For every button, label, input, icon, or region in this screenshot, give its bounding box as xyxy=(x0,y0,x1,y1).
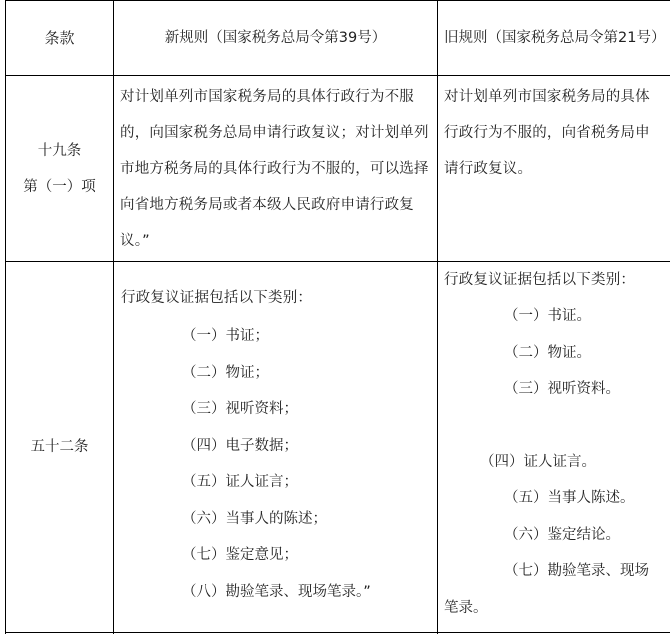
clause-line: 第（一）项 xyxy=(23,178,96,195)
grid-line xyxy=(113,0,114,634)
clause-52 xyxy=(6,262,113,632)
grid-line xyxy=(5,632,670,633)
list-item: （五）证人证言； xyxy=(182,474,298,490)
new-rule-52 xyxy=(121,280,433,610)
header-old-rule: 旧规则（国家税务总局令第21号） xyxy=(444,30,666,46)
list-item: （六）鉴定结论。 xyxy=(504,526,620,543)
old-rule-19 xyxy=(444,79,660,187)
list-item: （二）物证； xyxy=(182,364,269,381)
old-rule-text: 对计划单列市国家税务局的具体行政行为不服的，向省税务局申请行政复议。 xyxy=(444,89,650,177)
new-rule-intro: 行政复议证据包括以下类别： xyxy=(121,290,313,306)
grid-line xyxy=(437,0,438,634)
list-item: （三）视听资料； xyxy=(182,401,298,417)
list-item: （四）证人证言。 xyxy=(480,453,596,470)
list-item: （七）鉴定意见； xyxy=(182,547,298,563)
clause-line: 五十二条 xyxy=(30,439,89,455)
list-item: （七）勘验笔录、现场 xyxy=(504,563,649,579)
old-rule-52 xyxy=(444,262,668,626)
old-rule-intro: 行政复议证据包括以下类别： xyxy=(444,272,636,288)
old-rule-list xyxy=(444,298,668,626)
list-item: （三）视听资料。 xyxy=(504,381,620,397)
list-item: （一）书证。 xyxy=(504,308,591,324)
new-rule-list xyxy=(121,318,433,610)
clause-19 xyxy=(6,76,113,261)
list-item: 笔录。 xyxy=(444,599,488,616)
new-rule-19 xyxy=(120,79,432,259)
list-item: （五）当事人陈述。 xyxy=(504,490,635,506)
list-item: （八）勘验笔录、现场笔录。” xyxy=(182,583,371,600)
list-item: （一）书证； xyxy=(182,328,269,344)
list-item: （二）物证。 xyxy=(504,344,591,361)
header-new-rule: 新规则（国家税务总局令第39号） xyxy=(164,30,387,46)
list-item: （六）当事人的陈述； xyxy=(182,510,327,527)
clause-line: 十九条 xyxy=(37,142,82,159)
new-rule-text: 对计划单列市国家税务局的具体行政行为不服的，向国家税务总局申请行政复议；对计划单列市地方税务局的具体行政行为不服的，可以选择向省地方税务局或者本级人民政府申请行政复议。” xyxy=(120,89,429,249)
header-clause: 条款 xyxy=(44,29,75,47)
list-item: （四）电子数据； xyxy=(182,437,298,454)
